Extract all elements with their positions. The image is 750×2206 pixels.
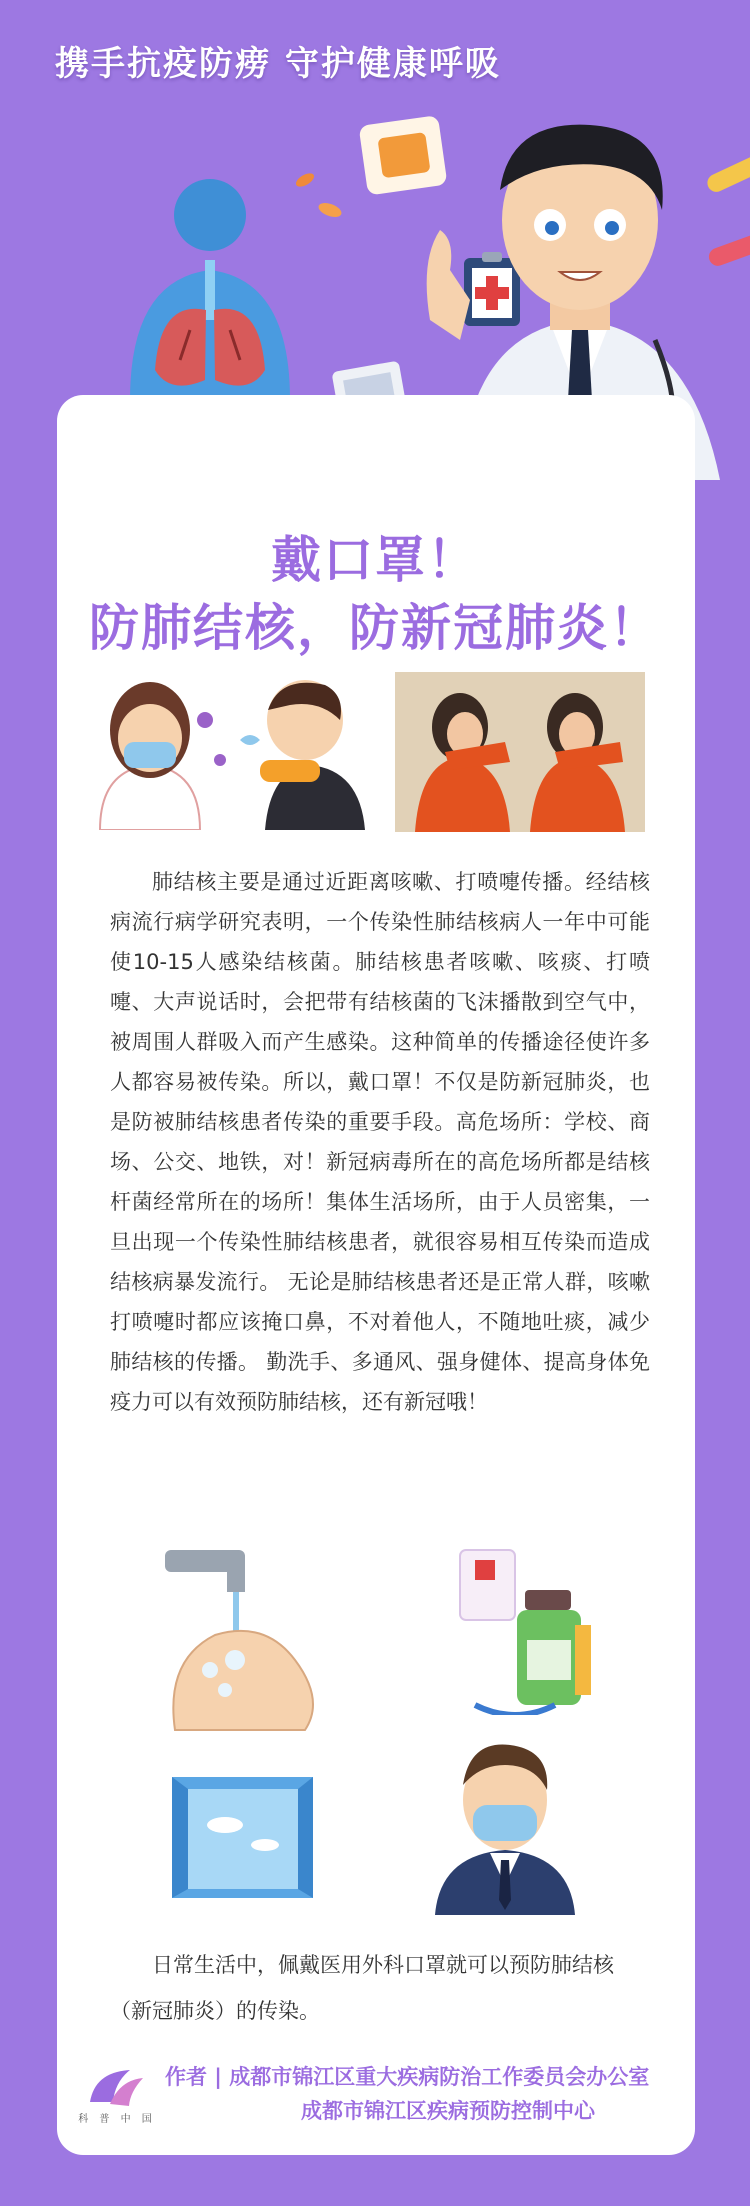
header-title: 携手抗疫防痨 守护健康呼吸	[55, 44, 501, 84]
article-paragraph: 肺结核主要是通过近距离咳嗽、打喷嚏传播。经结核病流行病学研究表明，一个传染性肺结核病人一年中可能使10-15人感染结核菌。肺结核患者咳嗽、咳痰、打喷嚏、大声说话时，会把带有结核菌的飞沫播散到空气中，被周围人群吸入而产生感染。这种简单的传播途径使许多人都容易被传染。所以，戴口罩！不仅是防新冠肺炎，也是防被肺结核患者传染的重要手段。高危场所：学校、商场、公交、地铁，对！新冠病毒所在的高危场所都是结核杆菌经常所在的场所！集体生活场所，由于人员密集，一旦出现一个传染性肺结核患者，就很容易相互传染而造成结核病暴发流行。 无论是肺结核患者还是正常人群，咳嗽打喷嚏时都应该掩口鼻，不对着他人，不随地吐痰，减少肺结核的传播。 勤洗手、多通风、强身健体、提高身体免疫力可以有效预防肺结核，还有新冠哦！	[110, 870, 650, 1414]
logo-caption: 科 普 中 国	[78, 2114, 156, 2125]
headline-line2: 防肺结核，防新冠肺炎！	[89, 599, 661, 657]
tip-paragraph: 日常生活中，佩戴医用外科口罩就可以预防肺结核（新冠肺炎）的传染。	[110, 1953, 614, 2023]
cover-mouth-illustration	[395, 672, 645, 832]
pill-icon	[705, 150, 750, 280]
open-window-illustration	[170, 1775, 315, 1900]
headline-line1: 戴口罩！	[271, 531, 479, 589]
masked-man-illustration	[425, 1735, 585, 1915]
leaf-icon	[290, 160, 350, 230]
author-credit	[165, 2060, 695, 2128]
medicine-bottle-illustration	[455, 1545, 630, 1715]
coughing-people-illustration	[90, 670, 380, 830]
lungs-illustration	[110, 170, 310, 400]
credit-line2: 成都市锦江区疾病预防控制中心	[301, 2099, 595, 2123]
hand-washing-illustration	[155, 1540, 330, 1735]
kepu-china-logo	[85, 2062, 145, 2110]
credit-line1: 作者 | 成都市锦江区重大疾病防治工作委员会办公室	[165, 2065, 650, 2089]
